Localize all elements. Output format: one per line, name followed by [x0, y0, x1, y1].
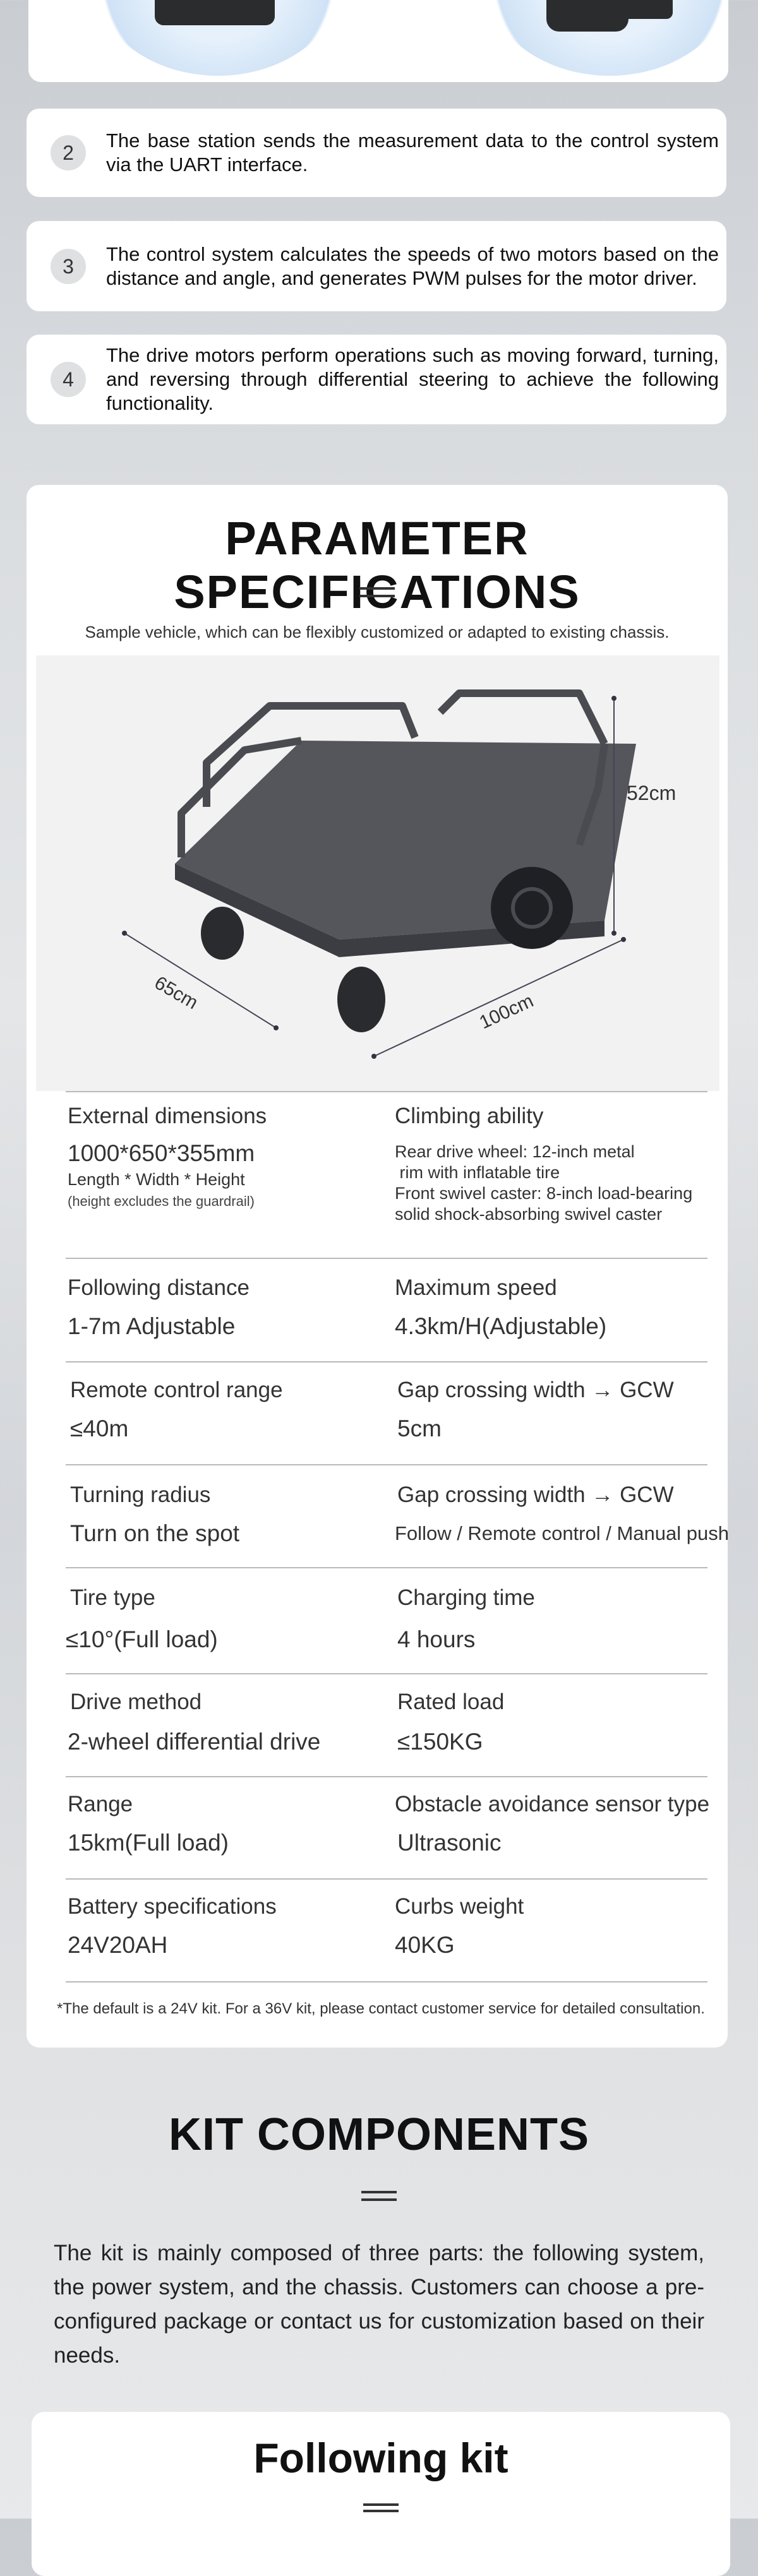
climbing-ability-line: solid shock-absorbing swivel caster [395, 1205, 663, 1224]
spec-label: Following distance [68, 1275, 250, 1300]
step-card-3 [27, 221, 726, 311]
kit-components-title: KIT COMPONENTS [168, 2109, 589, 2160]
spec-label: Range [68, 1792, 133, 1816]
step-number: 4 [51, 362, 86, 397]
cart-illustration [36, 655, 719, 1091]
table-divider [66, 1464, 707, 1465]
section-title: PARAMETER SPECIFICATIONS [174, 512, 581, 618]
spec-label: Obstacle avoidance sensor type [395, 1792, 710, 1816]
spec-label: Maximum speed [395, 1275, 557, 1300]
spec-footnote: *The default is a 24V kit. For a 36V kit, please contact customer service for detailed consultation. [57, 2000, 705, 2017]
spec-label: Rated load [397, 1690, 505, 1714]
spec-value: Follow / Remote control / Manual push [395, 1522, 729, 1544]
wrist-strap-image [622, 0, 673, 19]
spec-value: Ultrasonic [397, 1830, 502, 1856]
kit-description: The kit is mainly composed of three parts: the following system, the power system, and the chassis. Customers can choose a pre-configured package or contact us for customization based on their needs. [54, 2241, 704, 2368]
spec-label: Charging time [397, 1585, 535, 1610]
vehicle-diagram [36, 655, 719, 1091]
front-caster-wheel [201, 907, 244, 960]
table-divider [66, 1258, 707, 1259]
spec-label: Turning radius [70, 1482, 211, 1507]
following-kit-card [32, 2412, 730, 2576]
external-dimensions-note: (height excludes the guardrail) [68, 1193, 255, 1209]
table-divider [66, 1878, 707, 1880]
table-divider [66, 1361, 707, 1363]
base-station-image [155, 0, 275, 25]
step-text: The drive motors perform operations such as moving forward, turning, and reversing through differential steering to achieve the following functionality. [106, 344, 719, 414]
spec-label: Gap crossing width → GCW [397, 1378, 674, 1402]
climbing-ability-line: Rear drive wheel: 12-inch metal [395, 1142, 635, 1161]
spec-value: 15km(Full load) [68, 1830, 229, 1856]
spec-value: ≤10°(Full load) [66, 1626, 218, 1652]
step-number: 3 [51, 249, 86, 284]
spec-value: 1-7m Adjustable [68, 1313, 236, 1339]
step-card-2 [27, 109, 726, 197]
spec-value: ≤150KG [397, 1729, 483, 1755]
table-divider [66, 1567, 707, 1568]
step-number: 2 [51, 135, 86, 170]
step-text: The control system calculates the speeds of two motors based on the distance and angle, and generates PWM pulses for the motor driver. [106, 242, 719, 289]
spec-value: 5cm [397, 1416, 442, 1441]
external-dimensions-value: 1000*650*355mm [68, 1140, 255, 1166]
table-divider [66, 1091, 707, 1092]
spec-label: Tire type [70, 1585, 155, 1610]
spec-value: 40KG [395, 1932, 455, 1958]
spec-label: Curbs weight [395, 1894, 524, 1919]
title-divider-icon [363, 2503, 399, 2512]
height-dimension-label: 52cm [627, 782, 677, 804]
spec-value: ≤40m [70, 1416, 129, 1441]
title-divider-icon [361, 2191, 397, 2201]
table-divider [66, 1673, 707, 1674]
external-dimensions-sub: Length * Width * Height [68, 1170, 245, 1189]
spec-label: Battery specifications [68, 1894, 277, 1919]
climbing-ability-line: Front swivel caster: 8-inch load-bearing [395, 1184, 693, 1203]
spec-value: 2-wheel differential drive [68, 1729, 321, 1755]
product-image-card [28, 0, 728, 82]
spec-value: Turn on the spot [70, 1520, 240, 1546]
wrist-tag-image [546, 0, 629, 32]
spec-value: 24V20AH [68, 1932, 168, 1958]
length-dimension-label: 100cm [476, 990, 537, 1034]
climbing-ability-label: Climbing ability [395, 1104, 544, 1128]
front-caster-wheel [337, 967, 385, 1032]
climbing-ability-line: rim with inflatable tire [395, 1163, 560, 1182]
following-kit-title: Following kit [253, 2435, 508, 2481]
title-divider-icon [359, 587, 395, 597]
width-dimension-label: 65cm [150, 972, 202, 1014]
external-dimensions-label: External dimensions [68, 1104, 267, 1128]
table-divider [66, 1981, 707, 1983]
step-text: The base station sends the measurement data to the control system via the UART interface. [106, 129, 719, 176]
parameter-specifications-card [27, 485, 728, 2048]
spec-label: Drive method [70, 1690, 202, 1714]
step-card-4 [27, 335, 726, 424]
rear-drive-wheel [491, 867, 573, 949]
spec-label: Remote control range [70, 1378, 283, 1402]
spec-label: Gap crossing width → GCW [397, 1482, 674, 1507]
spec-value: 4 hours [397, 1626, 476, 1652]
spec-value: 4.3km/H(Adjustable) [395, 1313, 607, 1339]
section-subtitle: Sample vehicle, which can be flexibly customized or adapted to existing chassis. [85, 623, 670, 641]
table-divider [66, 1776, 707, 1777]
